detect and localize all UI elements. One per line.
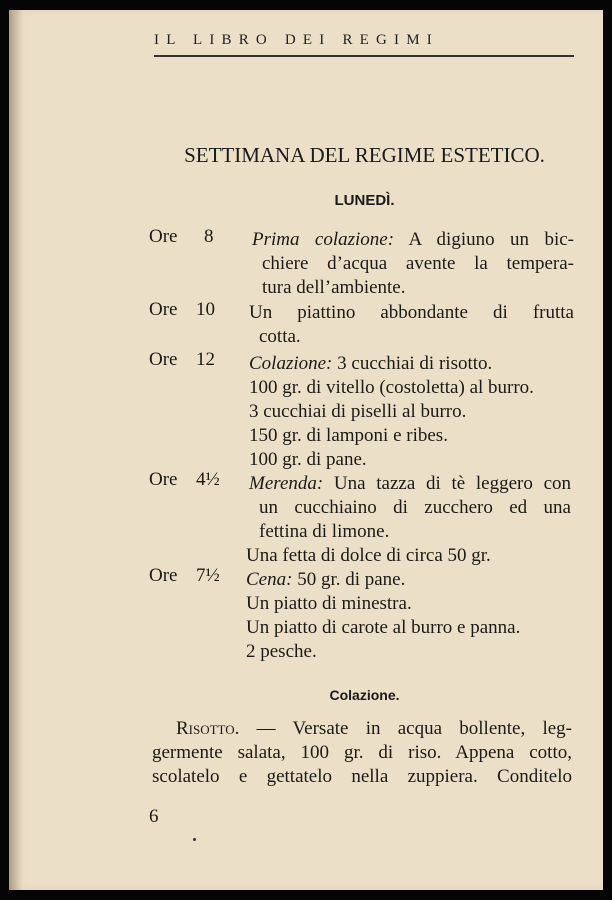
- entry-line: 100 gr. di pane.: [249, 449, 367, 470]
- ore-word: Ore: [149, 565, 178, 586]
- entry-line: Un piatto di carote al burro e panna.: [246, 617, 521, 638]
- recipe-line: germente salata, 100 gr. di riso. Appena cotto,: [152, 742, 572, 763]
- hour-value: 8: [204, 226, 214, 247]
- paper-speck: [193, 838, 196, 841]
- recipe-line: — Versate in acqua bollente, leg-: [256, 718, 572, 739]
- entry-line: fettina di limone.: [259, 521, 390, 542]
- schedule-entry: [252, 228, 574, 300]
- hour-value: 10: [196, 299, 215, 320]
- schedule-entry: [246, 472, 571, 568]
- entry-line: 100 gr. di vitello (costoletta) al burro.: [249, 377, 534, 398]
- entry-line: tura dell’ambiente.: [262, 277, 406, 298]
- ore-word: Ore: [149, 349, 178, 370]
- entry-line: cotta.: [259, 326, 301, 347]
- entry-line: Un piattino abbondante di frutta: [249, 302, 574, 323]
- schedule-entry: [249, 352, 579, 472]
- entry-line: Un piatto di minestra.: [246, 593, 412, 614]
- recipe-paragraph: [152, 717, 572, 789]
- entry-line: A digiuno un bic-: [408, 229, 574, 250]
- ore-word: Ore: [149, 299, 178, 320]
- hour-value: 12: [196, 349, 215, 370]
- meal-label: Prima colazione:: [252, 229, 395, 250]
- page-number: 6: [149, 806, 159, 827]
- hour-value: 7½: [196, 565, 220, 586]
- schedule-entry: [249, 301, 574, 349]
- entry-line: 150 gr. di lamponi e ribes.: [249, 425, 448, 446]
- time-label: [149, 565, 244, 587]
- schedule-entry: [246, 568, 576, 664]
- hour-value: 4½: [196, 469, 220, 490]
- entry-line: 50 gr. di pane.: [297, 569, 406, 590]
- meal-label: Merenda:: [249, 473, 324, 494]
- entry-line: Una fetta di dolce di circa 50 gr.: [246, 545, 491, 566]
- entry-line: 3 cucchiai di piselli al burro.: [249, 401, 467, 422]
- running-head: IL LIBRO DEI REGIMI: [154, 32, 439, 48]
- ore-word: Ore: [149, 469, 178, 490]
- book-page: [9, 10, 603, 890]
- entry-line: 3 cucchiai di risotto.: [337, 353, 493, 374]
- entry-line: 2 pesche.: [246, 641, 317, 662]
- header-rule: [154, 55, 574, 57]
- time-label: [149, 469, 244, 491]
- meal-label: Colazione:: [249, 353, 333, 374]
- time-label: [149, 349, 244, 371]
- meal-label: Cena:: [246, 569, 293, 590]
- entry-line: chiere d’acqua avente la tempera-: [262, 253, 574, 274]
- page-spine-shadow: [9, 10, 23, 890]
- recipe-name: Risotto.: [176, 718, 240, 739]
- day-heading: LUNEDÌ.: [334, 192, 395, 209]
- entry-line: un cucchiaino di zucchero ed una: [259, 497, 571, 518]
- section-heading: Colazione.: [329, 687, 400, 703]
- recipe-line: scolatelo e gettatelo nella zuppiera. Conditelo: [152, 766, 572, 787]
- ore-word: Ore: [149, 226, 178, 247]
- time-label: [149, 299, 244, 321]
- entry-line: Una tazza di tè leggero con: [333, 473, 571, 494]
- page-title: SETTIMANA DEL REGIME ESTETICO.: [184, 143, 545, 167]
- time-label: [149, 226, 244, 248]
